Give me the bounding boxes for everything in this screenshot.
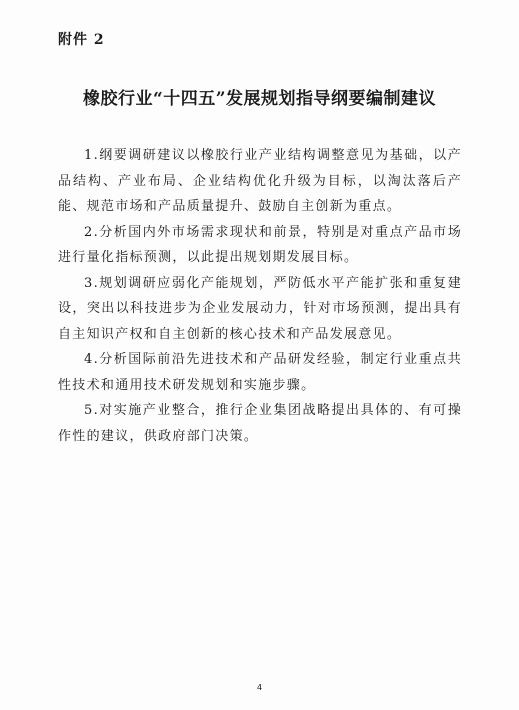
document-title: 橡胶行业“十四五”发展规划指导纲要编制建议 [82, 89, 437, 109]
paragraph-3: 3.规划调研应弱化产能规划，严防低水平产能扩张和重复建设，突出以科技进步为企业发展动力，针对市场预测，提出具有自主知识产权和自主创新的核心技术和产品发展意见。 [58, 275, 462, 342]
paragraph-2: 2.分析国内外市场需求现状和前景，特别是对重点产品市场进行量化指标预测，以此提出规划期发展目标。 [58, 224, 462, 265]
page-number: 4 [256, 683, 263, 692]
paragraph-4: 4.分析国际前沿先进技术和产品研发经验，制定行业重点共性技术和通用技术研发规划和实施步骤。 [58, 352, 462, 393]
attachment-label: 附件 2 [58, 32, 105, 48]
paragraph-5: 5.对实施产业整合，推行企业集团战略提出具体的、有可操作性的建议，供政府部门决策。 [58, 403, 462, 444]
document-body [58, 143, 462, 449]
paragraph-1: 1.纲要调研建议以橡胶行业产业结构调整意见为基础，以产品结构、产业布局、企业结构优化升级为目标，以淘汰落后产能、规范市场和产品质量提升、鼓励自主创新为重点。 [58, 148, 462, 214]
